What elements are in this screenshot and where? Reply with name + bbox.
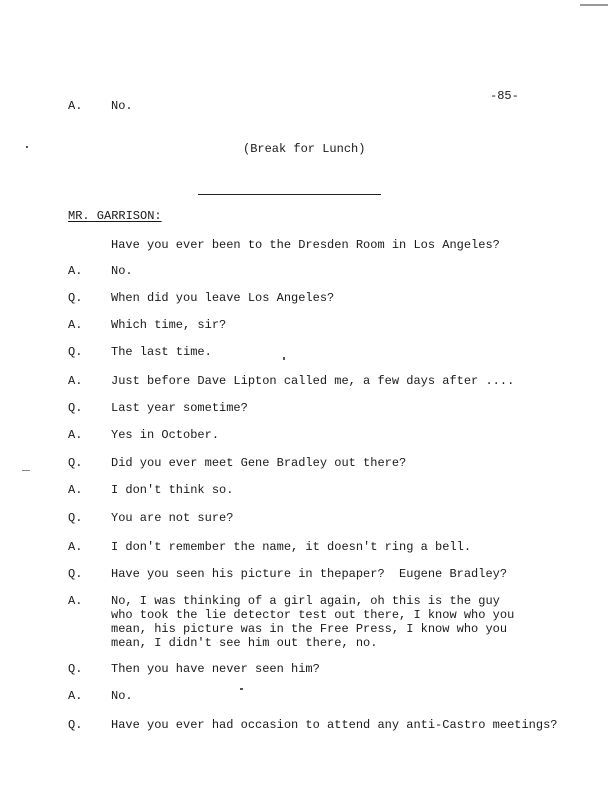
speaker-label: A.	[68, 483, 83, 497]
utterance-text: When did you leave Los Angeles?	[111, 291, 335, 305]
speaker-label: A.	[68, 540, 83, 554]
speaker-label: A.	[68, 428, 83, 442]
utterance-text: I don't remember the name, it doesn't ring a bell.	[111, 540, 472, 554]
section-divider	[198, 194, 381, 195]
utterance-text: The last time.	[111, 345, 212, 359]
utterance-text: No.	[111, 689, 133, 703]
speaker-label: A.	[68, 374, 83, 388]
speaker-label: A.	[68, 264, 83, 278]
speaker-heading: MR. GARRISON:	[68, 209, 162, 223]
utterance-text: Just before Dave Lipton called me, a few days after ....	[111, 374, 515, 388]
utterance-text: Have you ever had occasion to attend any anti-Castro meetings?	[111, 718, 558, 732]
utterance-text: I don't think so.	[111, 483, 234, 497]
speaker-label: Q.	[68, 291, 83, 305]
speaker-label: Q.	[68, 401, 83, 415]
utterance-text: No.	[111, 264, 133, 278]
speaker-label: Q.	[68, 567, 83, 581]
speaker-label: Q.	[68, 345, 83, 359]
break-note: (Break for Lunch)	[243, 142, 366, 156]
utterance-text: Have you ever been to the Dresden Room in Los Angeles?	[111, 238, 500, 252]
page-number: -85-	[490, 89, 519, 103]
speaker-label: A.	[68, 99, 83, 113]
utterance-text: Which time, sir?	[111, 318, 227, 332]
scan-speck	[580, 4, 608, 6]
utterance-text: You are not sure?	[111, 511, 234, 525]
utterance-text: Then you have never seen him?	[111, 662, 320, 676]
utterance-text: Did you ever meet Gene Bradley out there?	[111, 456, 407, 470]
utterance-text: Last year sometime?	[111, 401, 248, 415]
utterance-text: Have you seen his picture in thepaper? Eugene Bradley?	[111, 567, 508, 581]
scan-speck	[22, 470, 30, 471]
scan-speck	[283, 357, 285, 360]
utterance-text: Yes in October.	[111, 428, 220, 442]
speaker-label: A.	[68, 689, 83, 703]
speaker-label: A.	[68, 318, 83, 332]
speaker-label: Q.	[68, 662, 83, 676]
scan-speck	[240, 688, 243, 690]
utterance-text: No.	[111, 99, 133, 113]
utterance-text: No, I was thinking of a girl again, oh this is the guy who took the lie detector test out there, I know who you mean, his picture was in the Free Press, I know who you mean, I didn't see him out there, no.	[111, 594, 515, 650]
speaker-label: Q.	[68, 511, 83, 525]
scan-speck	[26, 146, 28, 148]
speaker-label: A.	[68, 594, 83, 608]
speaker-label: Q.	[68, 456, 83, 470]
speaker-label: Q.	[68, 718, 83, 732]
